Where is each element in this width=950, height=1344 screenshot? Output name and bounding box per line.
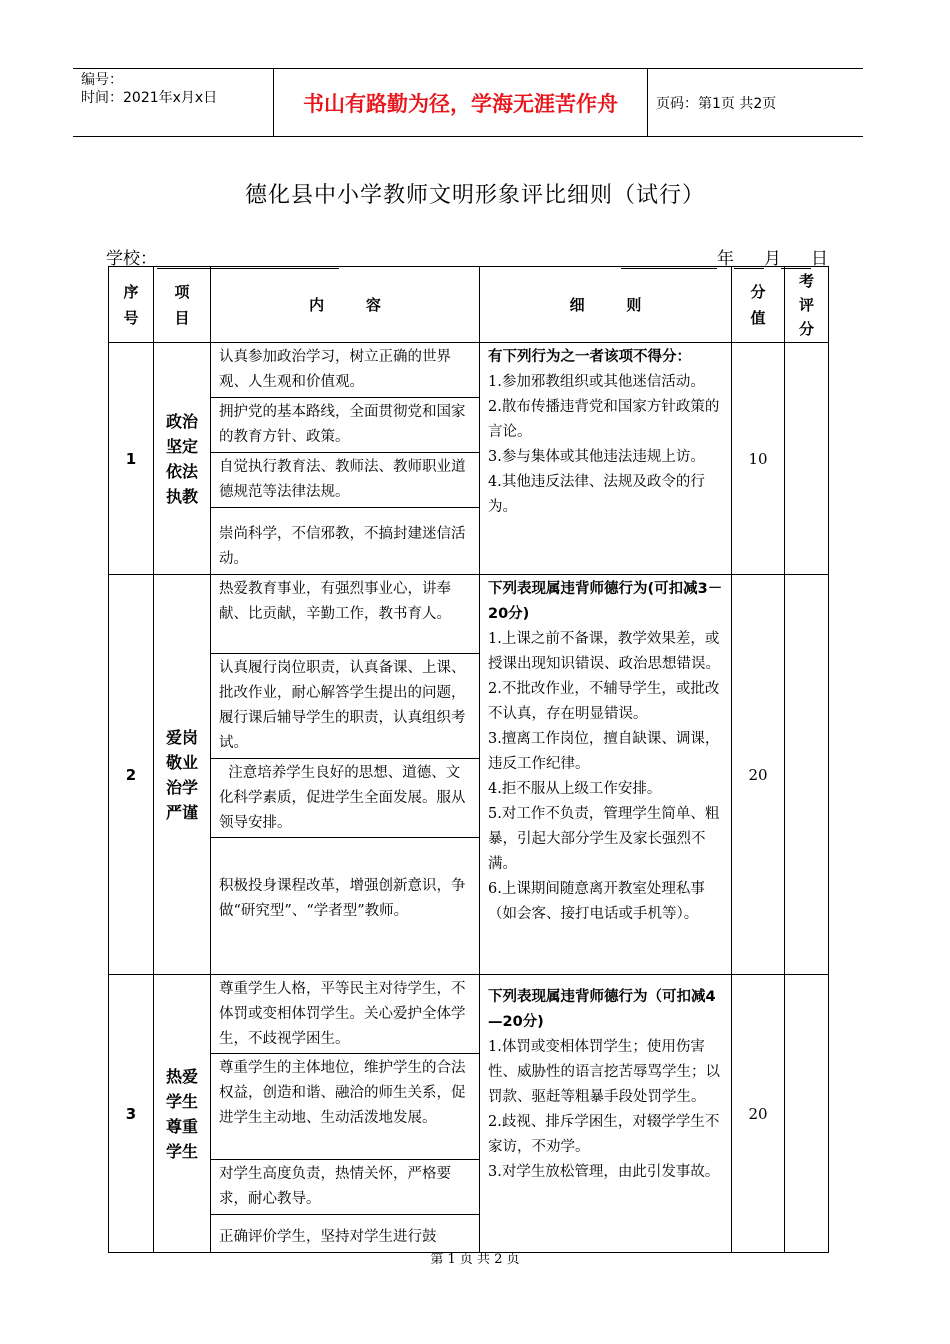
table-header-row [109,267,829,343]
row-item: 政治坚定依法执教 [154,343,211,575]
content-item: 对学生高度负责，热情关怀，严格要求，耐心教导。 [211,1160,479,1215]
day-label: 日 [811,249,828,269]
content-item: 热爱教育事业，有强烈事业心，讲奉献、比贡献，辛勤工作，教书育人。 [211,575,479,654]
row-seq: 2 [109,575,154,975]
page-footer: 第 1 页 共 2 页 [430,1252,520,1267]
header-motto: 书山有路勤为径，学海无涯苦作舟 [273,69,648,136]
rule-item: 4.拒不服从上级工作安排。 [488,781,662,797]
rule-item: 1.参加邪教组织或其他迷信活动。 [488,374,705,390]
row-score: 10 [732,343,785,575]
document-time-label: 时间：2021年x月x日 [81,90,218,106]
rule-item: 2.不批改作业，不辅导学生，或批改不认真，存在明显错误。 [488,681,720,722]
row-eval-cell[interactable] [785,575,829,975]
document-title: 德化县中小学教师文明形象评比细则（试行） [244,183,705,208]
rule-heading: 下列表现属违背师德行为（可扣减4—20分) [488,989,716,1030]
row-eval-cell[interactable] [785,975,829,1253]
content-item: 积极投身课程改革，增强创新意识，争做“研究型”、“学者型”教师。 [219,878,466,919]
row-seq: 1 [109,343,154,575]
row-item: 热爱学生尊重学生 [154,975,211,1253]
school-label: 学校： [106,249,157,269]
rule-item: 2.歧视、排斥学困生，对辍学学生不家访，不劝学。 [488,1114,720,1155]
month-label: 月 [764,249,781,269]
header-seq: 序号 [109,267,154,343]
content-item: 拥护党的基本路线，全面贯彻党和国家的教育方针、政策。 [211,398,479,453]
table-row [109,975,829,1253]
content-item: 崇尚科学，不信邪教，不搞封建迷信活动。 [219,526,466,567]
document-number-label: 编号： [81,72,123,88]
row-rules [480,975,732,1253]
row-item: 爱岗敬业治学严谨 [154,575,211,975]
content-item: 注意培养学生良好的思想、道德、文化科学素质，促进学生全面发展。服从领导安排。 [211,759,479,838]
content-item: 尊重学生人格，平等民主对待学生，不体罚或变相体罚学生。关心爱护全体学生，不歧视学困生。 [211,975,479,1054]
content-item: 自觉执行教育法、教师法、教师职业道德规范等法律法规。 [211,453,479,508]
content-item: 认真履行岗位职责，认真备课、上课、批改作业，耐心解答学生提出的问题，履行课后辅导学生的职责，认真组织考试。 [211,654,479,759]
rule-item: 3.参与集体或其他违法违规上访。 [488,449,705,465]
row-contents [211,975,480,1253]
rule-item: 1.体罚或变相体罚学生；使用伤害性、威胁性的语言挖苦辱骂学生；以罚款、驱赶等粗暴手段处罚学生。 [488,1039,720,1105]
rule-heading: 下列表现属违背师德行为(可扣减3－20分) [488,581,723,622]
row-contents [211,575,480,975]
row-score: 20 [732,975,785,1253]
rule-item: 3.对学生放松管理，由此引发事故。 [488,1164,720,1180]
row-seq: 3 [109,975,154,1253]
rule-item: 2.散布传播违背党和国家方针政策的言论。 [488,399,720,440]
rule-item: 3.擅离工作岗位，擅自缺课、调课，违反工作纪律。 [488,731,720,772]
row-contents [211,343,480,575]
row-rules [480,575,732,975]
rule-item: 5.对工作不负责，管理学生简单、粗暴，引起大部分学生及家长强烈不满。 [488,806,720,872]
row-rules [480,343,732,575]
header-eval: 考评分 [785,267,829,343]
rule-heading: 有下列行为之一者该项不得分： [488,349,691,365]
rule-item: 1.上课之前不备课，教学效果差，或授课出现知识错误、政治思想错误。 [488,631,720,672]
row-score: 20 [732,575,785,975]
rule-item: 4.其他违反法律、法规及政令的行为。 [488,474,705,515]
header-item: 项目 [154,267,211,343]
content-item: 认真参加政治学习，树立正确的世界观、人生观和价值观。 [211,343,479,398]
year-label: 年 [717,249,734,269]
header-meta [73,69,273,136]
header-page-label: 页码：第1页 共2页 [656,95,777,112]
row-eval-cell[interactable] [785,343,829,575]
header-score: 分值 [732,267,785,343]
content-item: 尊重学生的主体地位，维护学生的合法权益，创造和谐、融洽的师生关系，促进学生主动地、生动活泼地发展。 [211,1054,479,1160]
table-row [109,575,829,975]
page-header [73,68,863,137]
header-rules: 细 则 [480,267,732,343]
header-content: 内 容 [211,267,480,343]
evaluation-table [108,266,829,1253]
content-item: 正确评价学生，坚持对学生进行鼓 [219,1229,437,1245]
rule-item: 6.上课期间随意离开教室处理私事（如会客、接打电话或手机等）。 [488,881,705,922]
table-row [109,343,829,575]
